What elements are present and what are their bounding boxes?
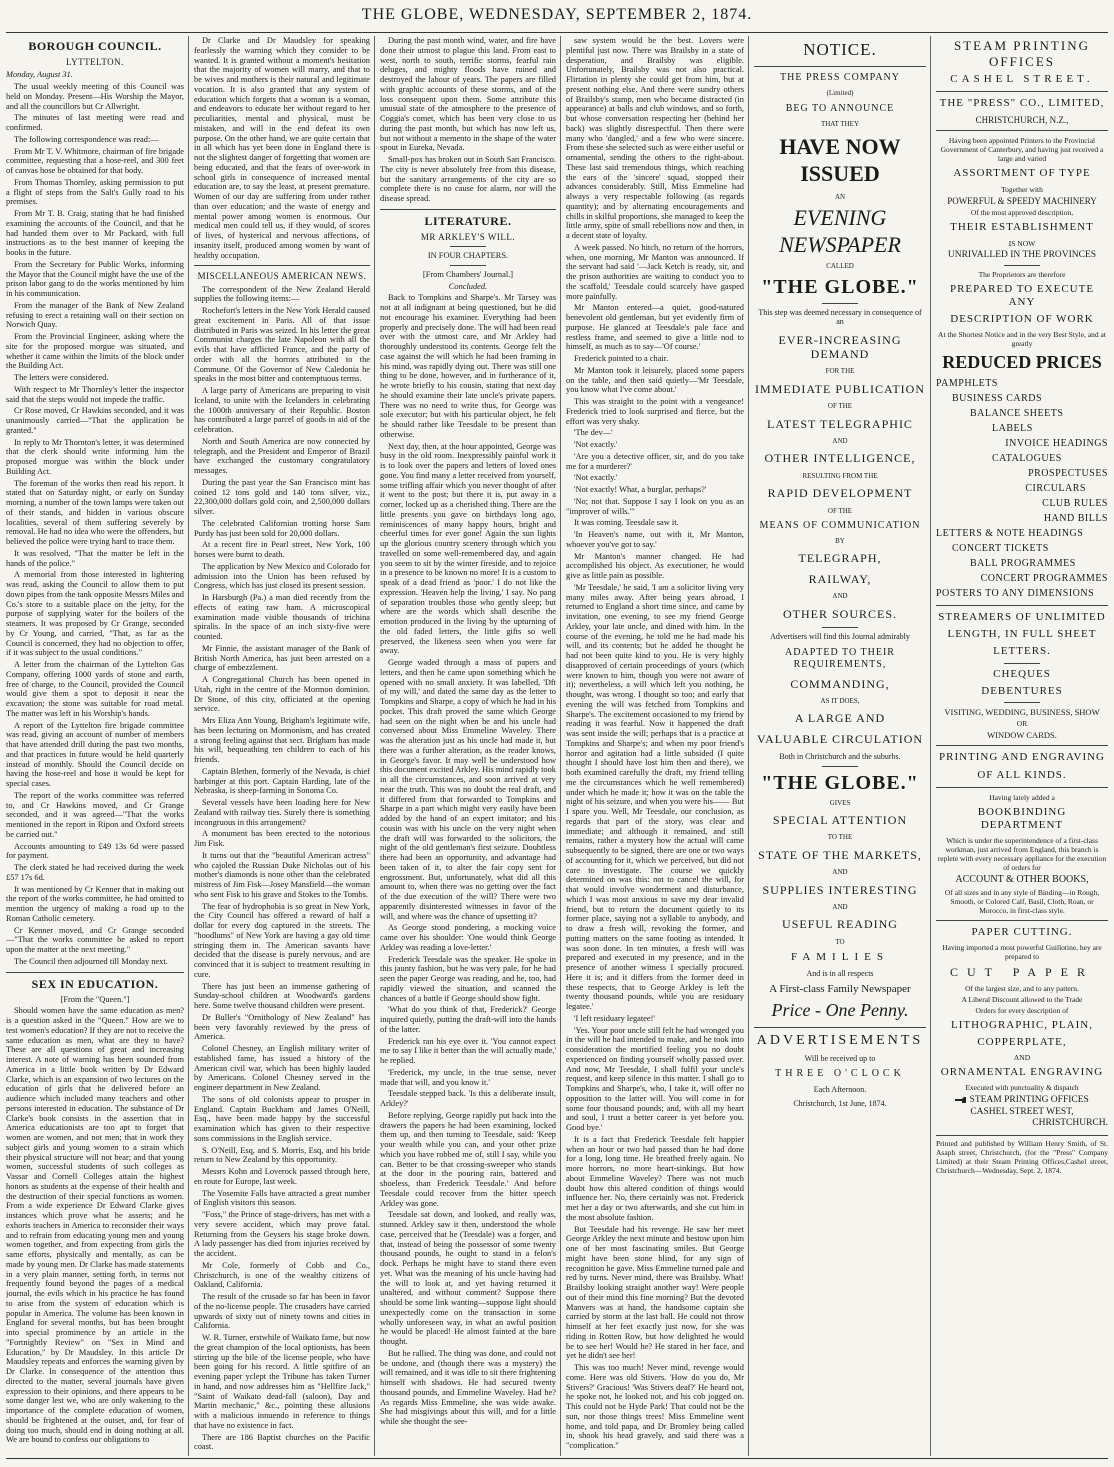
print-caps: COPPERPLATE, bbox=[977, 1035, 1067, 1048]
notice-caps: OTHER INTELLIGENCE, bbox=[764, 451, 916, 466]
service-item: CLUB RULES bbox=[1042, 498, 1108, 510]
service-item: BALANCE SHEETS bbox=[970, 408, 1064, 420]
print-caps: POWERFUL & SPEEDY MACHINERY bbox=[947, 195, 1097, 206]
paragraph: In reply to Mr Thornton's letter, it was determined that the clerk should write informing him the proposed morgue was within the block under Building Act. bbox=[6, 437, 184, 476]
print-caps: CUT PAPER bbox=[949, 965, 1095, 980]
imprint: Printed and published by William Henry Smith, of St. Asaph street, Christchurch, (for the "Press" Company Limited) at their Steam Printing Offices,Cashel street, Christchurch—Wednesday, Sept. 2, 1874. bbox=[936, 1135, 1108, 1175]
paragraph: S. O'Neill, Esq, and S. Morris, Esq, and his bride return to New Zealand by this opportunity. bbox=[194, 1145, 370, 1165]
notice-text: Will be received up to bbox=[804, 1053, 876, 1063]
notice-text: Both in Christchurch and the suburbs. bbox=[779, 752, 901, 762]
print-text: CHRISTCHURCH, N.Z., bbox=[975, 114, 1069, 125]
paragraph: Several vessels have been loading here for New Zealand with railway ties. Surely there is something incongruous in this arrangement? bbox=[194, 798, 370, 827]
service-item: HAND BILLS bbox=[1043, 513, 1108, 525]
print-text: Having been appointed Printers to the Provincial Government of Canterbury, and having just received a large and varied bbox=[940, 136, 1104, 164]
print-caps: STREAMERS OF UNLIMITED bbox=[938, 611, 1106, 624]
service-item: BALL PROGRAMMES bbox=[970, 558, 1076, 570]
notice-caps: MEANS OF COMMUNICATION bbox=[759, 520, 921, 531]
short-rule bbox=[822, 303, 858, 304]
paragraph: Teesdale stepped back. 'Is this a deliberate insult, Arkley?' bbox=[380, 1089, 556, 1109]
column-borough-council bbox=[6, 36, 184, 1456]
column-rule bbox=[374, 36, 375, 1456]
paragraph: The report of the works committee was referred to, and Cr Hawkins moved, and Cr Grange seconded, and it was agreed—"That the works mentioned in the report in Ripon and Oxford streets be carried out." bbox=[6, 790, 184, 839]
paragraph: From Thomas Thornley, asking permission to put a flight of steps from the Salt's Gully road to his premises. bbox=[6, 177, 184, 207]
paragraph: It turns out that the "beautiful American actress" who cajoled the Russian Duke Nicholas out of his mother's diamonds is none other than the celebrated mistress of Jim Fisk—Josey Mansfield—the woman who sent Fisk to his grave and Stokes to the Tombs. bbox=[194, 850, 370, 899]
paragraph: A Congregational Church has been opened in Utah, right in the centre of the Mormon dominion. Dr Stone, of this city, officiated at the opening service. bbox=[194, 675, 370, 714]
short-rule bbox=[1004, 702, 1040, 703]
notice-caps: EVER-INCREASING DEMAND bbox=[778, 332, 902, 362]
notice-caps: LATEST TELEGRAPHIC bbox=[767, 416, 913, 431]
article-separator bbox=[194, 265, 370, 266]
notice-caps: SUPPLIES INTERESTING bbox=[762, 882, 918, 897]
connector-text: TO THE bbox=[827, 833, 853, 842]
paragraph: Cr Kenner moved, and Cr Grange seconded—"That the works committee be asked to report upon the matter at the next meeting." bbox=[6, 925, 184, 955]
print-caps: LITHOGRAPHIC, PLAIN, bbox=[951, 1018, 1093, 1031]
chapters-note: IN FOUR CHAPTERS. bbox=[427, 251, 509, 261]
service-item: INVOICE HEADINGS bbox=[1005, 438, 1108, 450]
paragraph: Should women have the same education as men? is a question asked in the "Queen." How are we to test women's education? If they are not to receive the same education as men, what are they to have? These are all questions of great and increasing interest. A note of warning has been sounded from America in a little book written by Dr Edward Clarke, which is an expansion of two lectures on the education of girls that he delivered before an audience which included many teachers and other persons interested in education. The substance of Dr Clarke's book consists in the assertion that in America educationists are too apt to forget that women are women, and not men; that in work they subject girls and young women to a strain which their physical structure will not bear; and that young women, successful students of such colleges as Vassar and Cornell Colleges attain the highest honors as students at the expense of their health and the destruction of their special functions as women. From a wide experience Dr Edward Clarke gives instances which prove what he asserts; and he exhorts teachers in America to reconsider their ways and to refrain from educating young men and young women together, and from expecting from girls the same efforts, physically and mentally, as can be made by young men. Dr Clarke has made statements in a very plain manner, setting forth, in terms not frequently found beyond the pages of a medical journal, the evils which in his practice he has found to arise from the system of education which is popular in America. The volume has been known in England for several months, but has been brought into special prominence by an article in the "Fortnightly Review" on "Sex in Mind and Education," by Dr Maudsley. In this article Dr Maudsley repeats and enforces the warning given by Dr Clarke. In consequence of the attention thus directed to the matter, several journals have given expression to their opinions, and there appears to be some danger lest we, who are only wakening to the importance of the complete education of women, should be frightened at the outset, and, for fear of doing too much, should end in doing nothing at all. We are bound to confess our obligations to bbox=[6, 1006, 184, 1445]
article-body bbox=[380, 36, 556, 204]
paragraph: From Mr T. V. Whitmore, chairman of fire brigade committee, requesting that a hose-reel, and 300 feet of canvas hose be obtained for that body. bbox=[6, 146, 184, 176]
connector-text: BY bbox=[835, 537, 845, 545]
bottom-rule bbox=[6, 1458, 1108, 1459]
paragraph: George waded through a mass of papers and letters, and then he came upon something which he opened with no small anxiety. It was labelled, 'Dft of my will,' and dated the same day as the letter to Tompkins and Sharpe, a copy of which he had in his pocket. This draft proved the same which George had seen on the night when he and his uncle had conversed about Miss Emmeline Waveley. There was the alteration just as his uncle had made it, but there was a further alteration, as the reader knows, in George's favor. It may well be understood how this document excited Arkley. His mind rapidly took in all the circumstances, and soon arrived at very near the truth. This was no doubt the real draft, and it differed from that forwarded to Tompkins and Sharpe in a part which might very easily have been added by the hand of an expert imitator; and his cousin was with his uncle on the very night when the draft will was forwarded to the solicitors, the night of the old gentleman's first seizure. Doubtless there had been an opportunity, and advantage had been taken of it, to alter the fair copy sent for engrossment. But, unfortunately, what did all this amount to, when there was no getting over the fact of the due execution of the will? There were two apparently disinterested witnesses in favor of the will, and where was the chance of upsetting it? bbox=[380, 658, 556, 921]
paragraph: 'Not exactly.' bbox=[574, 440, 618, 449]
paragraph: A report of the Lyttelton fire brigade committee was read, giving an account of number of members that have attended drill during the past two months, and that practices in future would be held quarterly instead of monthly. Should the Council decide on having the hose-reel and hose it would be kept for special cases. bbox=[6, 720, 184, 789]
short-rule bbox=[450, 246, 486, 247]
paragraph: Teesdale sat down, and looked, and really was, stunned. Arkley saw it then, understood the whole case, perceived that he (Teesdale) was a forger, and that, instead of being the possessor of some twenty thousand pounds, he ought to stand in a felon's dock. Perhaps he might have to stand there even yet. What was the meaning of his uncle having had the will to look at, and yet having returned it unaltered, and without comment? Suppose there should be some link wanting—suppose light should unexpectedly come on the transaction in some wholly unforeseen way, in what an awful position he would be placed! He almost fainted at the bare thought. bbox=[380, 1210, 556, 1347]
paragraph: W. R. Turner, erstwhile of Waikato fame, but now the great champion of the local optionists, has been stirring up the bile of the license people, who have been going for his record. A little spitfire of an evening paper yclept the Tribune has taken Turner in hand, and now addresses him as "Hellfire Jack," "Saint of Waikato dead-fall (saloon), Day and Martin mechanic," &c., pointing these allusions with a malicious innuendo in reference to things that have no existence in fact. bbox=[194, 1333, 370, 1430]
paragraph: 'What do you think of that, Frederick?' George inquired quietly, putting the draft-will into the hands of the latter. bbox=[380, 1005, 556, 1034]
paragraph: Mr Finnie, the assistant manager of the Bank of British North America, has just been arrested on a charge of embezzlement. bbox=[194, 643, 370, 673]
print-text: Of the most approved description, bbox=[970, 208, 1074, 218]
notice-caps: RAILWAY, bbox=[808, 571, 872, 586]
paragraph: A week passed. No hitch, no return of the horrors, when, one morning, Mr Manton was announced. If the servant had said '—Jack Ketch is ready, sir, and the prison authorities are waiting to conduct you to the scaffold,' Teesdale could scarcely have gasped more painfully. bbox=[566, 242, 744, 301]
paragraph: The following correspondence was read:— bbox=[14, 134, 159, 144]
print-caps: THEIR ESTABLISHMENT bbox=[950, 221, 1094, 234]
paragraph: But Teesdale had his revenge. He saw her meet George Arkley the next minute and bestow upon him one of her most fascinating smiles. But George might have been stone blind, for any sign of recognition he gave. Miss Emmeline turned pale and red by turns. Never mind, there was Brailsby. What! Brailsby looking straight another way! Were people out of their mind this fine morning? But the devoted Manvers was at hand, the handsome captain she carried by storm at the last ball. He could not throw himself at her feet exactly just now, for she was riding in Rotten Row, but how delighted he would be to see her! Would he? He stared in her face, and yet he didn't see her! bbox=[566, 1224, 744, 1361]
connector-text: AN bbox=[834, 192, 846, 201]
paragraph: From the manager of the Bank of New Zealand refusing to erect a retaining wall on their section on Norwich Quay. bbox=[6, 300, 184, 330]
connector-text: THAT THEY bbox=[820, 119, 860, 128]
paragraph: 'Mr Teesdale,' he said, 'I am a solicitor living very many miles away. After being years abroad, I returned to England a short time since, and came by invitation, one evening, to see my friend George Arkley, your late uncle, and dined with him. In the course of the evening, he told me he had made his will, and its contents; but he added he thought he had not been quite kind to you. He is very highly disapproved of certain proceedings of yours (which were known to him, though you were not aware of it); nevertheless, a will which left you nothing, he thought, was wrong. I thought so too; and early that evening the will was fetched from Tompkins and Sharpe's. The excitement occasioned to my friend by reading it was fearful. Now it happened the draft was sent inside the will; perhaps that is a practice at Tompkins and Sharpe's; and when my poor friend's horror and agitation had a little subsided (I quite thought I should have lost him then and there), we both examined carefully the draft, my friend telling me the circumstances which he well remembered) under which he made it; how it was on the table the night of his seizure, and when you were his—— But I spare you. Well, Mr Teesdale, our conclusion, as regards that part of the story, was clear and immediate; and although it remained, and still remains, rather a mystery how the actual will came subsequently to be signed, there are one or two ways of accounting for it, which we perceived, but did not care to investigate. The course we quickly determined on was this: not to cancel the will, for that would involve wonderment and disturbance, which I was most anxious to save my dear invalid friend, but to return the document quietly to its former place, saying not a syllable to anybody, and to draw a fresh will, revoking the former, and putting matters on the same footing as intended. It was soon done. In ten minutes, a fresh will was prepared and executed in my presence, and in the presence of another witness I specially procured. Here it is; and it differs from the former deed in these respects, that to George Arkley is left the twenty thousand pounds, while you are residuary legatee.' bbox=[566, 582, 744, 1011]
paragraph: There has just been an immense gathering of Sunday-school children at Woodward's gardens here. Some twelve thousand children were present. bbox=[194, 981, 370, 1011]
notice-caps: COMMANDING, bbox=[790, 676, 890, 691]
paragraph: Frederick pointed to a chair. bbox=[574, 354, 669, 363]
column-literature bbox=[380, 36, 556, 1456]
paragraph: 'Yes. Your poor uncle still felt he had wronged you in the will he had intended to make, and he took into consideration the mortified feeling you no doubt experienced on finding yourself wholly passed over. And now, Mr Teesdale, I shall fulfil your uncle's request, and keep silence in this matter. I shall go to Tompkins and Sharpe's, who, I take it, will offer no opposition to the latter will. You will come in for some four thousand pounds; and, with all my heart and soul, I trust a better career is yet before you. Good bye.' bbox=[566, 1025, 744, 1132]
paragraph: Before replying, George rapidly put back into the drawers the papers he had been examining, locked them up, and then turning to Teesdale, said: 'Keep your wealth while you can, and your other prize which you have robbed me of, still I say, while you can. Better to be that crossing-sweeper who stands at the door in the pouring rain, battered and shoeless, than Frederick Teesdale.' And before Teesdale could recover from the bitter speech Arkley was gone. bbox=[380, 1110, 556, 1208]
column-story-continued bbox=[566, 36, 744, 1456]
printing-heading: STEAM PRINTING OFFICES bbox=[954, 38, 1090, 69]
notice-caps: SPECIAL ATTENTION bbox=[772, 813, 908, 828]
notice-text: Each Afternoon. bbox=[813, 1085, 867, 1095]
print-caps: PAPER CUTTING. bbox=[971, 926, 1073, 939]
connector-text: OF THE bbox=[827, 402, 853, 411]
article-title: BOROUGH COUNCIL. bbox=[28, 39, 162, 53]
notice-caps: RAPID DEVELOPMENT bbox=[767, 486, 913, 501]
paragraph: The usual weekly meeting of this Council was held on Monday. Present—His Worship the Mayor, and all the councillors but Cr Allwright. bbox=[6, 82, 184, 111]
paragraph: The sons of old colonists appear to prosper in England. Captain Buckham and James O'Neill, Esq., have been made happy by the successful examination which has given to their respective sons commissions in the English service. bbox=[194, 1094, 370, 1143]
paragraph: From the Secretary for Public Works, informing the Mayor that the Council might have the use of the prison labor gang to do the works mentioned by him in his communication. bbox=[6, 259, 184, 299]
evening-headline: EVENING NEWSPAPER bbox=[779, 205, 901, 257]
paragraph: In Harsburgh (Pa.) a man died recently from the effects of eating raw ham. A microscopical examination made visible thousands of trichina spiralis. In the space of an inch sixty-five were counted. bbox=[194, 593, 370, 642]
article-body bbox=[194, 36, 370, 260]
paragraph: Accounts amounting to £49 13s 6d were passed for payment. bbox=[6, 841, 184, 861]
paragraph: The Yosemite Falls have attracted a great number of English visitors this season. bbox=[194, 1188, 370, 1208]
print-caps: LENGTH, IN FULL SHEET bbox=[947, 628, 1097, 641]
paragraph: But he rallied. The thing was done, and could not be undone, and (though there was a mystery) the will remained, and it was idle to sit there frightening himself with shadows. He had secured twenty thousand pounds, and Emmeline Waveley. Had he? As regards Miss Emmeline, she was wide awake. She had misgivings about this will, and for a little while she thought the see- bbox=[380, 1348, 556, 1427]
print-caps: DEBENTURES bbox=[981, 684, 1063, 697]
paragraph: 'In Heaven's name, out with it, Mr Manton, whoever you've got to say.' bbox=[566, 530, 744, 549]
print-text: Orders for every description of bbox=[975, 1005, 1069, 1015]
article-source: [From the "Queen."] bbox=[60, 994, 130, 1004]
printing-offices-advertisement bbox=[936, 36, 1108, 1456]
paragraph: A large party of Americans are preparing to visit Iceland, to unite with the Icelanders in celebrating the 1000th anniversary of their Republic. Boston has contributed a large parcel of goods in aid of the celebration. bbox=[194, 386, 370, 435]
article-body bbox=[6, 82, 184, 967]
notice-text: Advertisers will find this Journal admirably bbox=[770, 631, 910, 641]
short-rule bbox=[1004, 265, 1040, 266]
paragraph: As George stood pondering, a mocking voice came over his shoulder: 'One would think George Arkley was reading a love-letter.' bbox=[380, 923, 556, 952]
print-caps: PRINTING AND ENGRAVING bbox=[938, 751, 1106, 764]
steam-offices-line bbox=[936, 1095, 1108, 1106]
print-caps: DESCRIPTION OF WORK bbox=[950, 313, 1094, 326]
print-text: AND bbox=[1013, 1053, 1031, 1063]
service-item: CATALOGUES bbox=[992, 453, 1062, 465]
notice-caps: TELEGRAPH, bbox=[798, 551, 882, 566]
paragraph: The celebrated Californian trotting horse Sam Purdy has just been sold for 20,000 dollars. bbox=[194, 518, 370, 538]
company-limited: (Limited) bbox=[826, 89, 854, 98]
masthead-rule bbox=[6, 32, 1108, 33]
pointing-hand-icon bbox=[955, 1096, 967, 1104]
paragraph: 'Are you a detective officer, sir, and do you take me for a murderer?' bbox=[566, 451, 744, 471]
print-rule bbox=[936, 787, 1108, 788]
column-rule bbox=[930, 36, 931, 1456]
paragraph: The correspondent of the New Zealand Herald supplies the following items:— bbox=[194, 284, 370, 304]
paragraph: saw system would be the best. Lovers were plentiful just now. There was Brailsby in a state of desperation, and Brailsby was eligible. Unfortunately, Brailsby was not also practical. Flirtation in plenty she could get from him, but at present nothing else. And there were sundry others of Brailsby's stamp, men who became distracted (in appearance) at balls and club windows, and so forth, but whose conversation respecting her (behind her back) was slightly disrespectful. Then there were many who 'dangled,' and a few who were sincere. From these she selected such as were either useful or ornamental, sending the others to the right-about. These last said tremendous things, which reaching the ears of the 'sincere' squad, stopped their advances considerably. Still, Miss Emmeline had always a very respectable following (as regards quantity); and by alternating encouragements and chills in skilful proportions, she managed to keep the little army, spite of small rebellions now and then, in a decent state of loyalty. bbox=[566, 36, 744, 240]
notice-date: Christchurch, 1st June, 1874. bbox=[793, 1098, 887, 1108]
paragraph: From Mr T. B. Craig, stating that he had finished examining the accounts of the Council, and that he had handed them over to Mr Packard, with full instructions as to the best manner of keeping the books in the future. bbox=[6, 209, 184, 258]
print-text: Of the largest size, and to any pattern. bbox=[965, 983, 1079, 993]
print-caps: PREPARED TO EXECUTE ANY bbox=[949, 282, 1095, 309]
print-caps: WINDOW CARDS. bbox=[987, 730, 1057, 741]
paragraph: Next day, then, at the hour appointed, George was busy in the old room. Inexpressibly painful work it is to look over the papers and letters of loved ones gone. You find many a letter received from yourself, some trifling affair which you never thought of after it went to the post; but there it is, put away in a corner, locked up as a cherished thing. There are the little presents you gave on birthdays long ago, reminiscences of many happy hours, bright and cheerful times for ever gone! Again the sun lights up the glorious country scenery through which you travelled on some well-remembered day, and again you seem to sit by the winter fireside, and to rejoice in a presence to be known no more! It is a custom to speak of a dead friend as 'poor.' I do not like the expression. 'Heaven help the living,' I say. No pang of separation troubles those who gently sleep; but where are the words which shall describe the emotion produced in the living by the upturning of the old faded letters, the little gifts so well preserved, the likeness seen when you were far away. bbox=[380, 441, 556, 656]
notice-caps: STATE OF THE MARKETS, bbox=[758, 847, 922, 862]
print-rule bbox=[936, 605, 1108, 606]
connector-text: RESULTING FROM THE bbox=[802, 471, 878, 480]
paragraph: During the past year the San Francisco mint has coined 12 tons gold and 140 tons silver, viz., 22,300,000 dollars gold coin, and 2,500,000 dollars silver. bbox=[194, 477, 370, 517]
column-rule bbox=[560, 36, 561, 1456]
paragraph: "Foss," the Prince of stage-drivers, has met with a very severe accident, which may prove fatal. Returning from the Geysers his stage broke down. A lady passenger has died from injuries received by the accident. bbox=[194, 1210, 370, 1259]
concluded-note: Concluded. bbox=[448, 281, 488, 291]
article-title: SEX IN EDUCATION. bbox=[31, 976, 159, 991]
paragraph: A memorial from those interested in lightering was read, asking the Council to allow them to put down pipes from the tank opposite Messrs Miles and Co.'s store to a suitable place on the jetty, for the purpose of supplying water for the boilers of the steamers. It was proposed by Cr Grange, seconded by Cr Young, and carried, "That, as far as the Council is concerned, they had no objection to offer, if it was subject to the usual conditions." bbox=[6, 570, 184, 658]
notice-caps: FAMILIES bbox=[791, 951, 889, 964]
notice-caps: VALUABLE CIRCULATION bbox=[756, 731, 924, 746]
reduced-prices: REDUCED PRICES bbox=[942, 352, 1102, 373]
notice-caps: THREE O'CLOCK bbox=[775, 1068, 905, 1080]
column-rule bbox=[748, 36, 749, 1456]
article-body bbox=[566, 36, 744, 1451]
masthead: THE GLOBE, WEDNESDAY, SEPTEMBER 2, 1874. bbox=[361, 6, 753, 23]
connector-text: GIVES bbox=[829, 798, 851, 807]
adverts-heading: ADVERTISEMENTS bbox=[756, 1032, 924, 1048]
notice-caps: OTHER SOURCES. bbox=[782, 606, 897, 621]
notice-text: This step was deemed necessary in consequence of an bbox=[758, 307, 922, 327]
article-body bbox=[6, 1006, 184, 1445]
notice-caps: ADAPTED TO THEIR REQUIREMENTS, bbox=[785, 646, 895, 670]
print-text: Executed with punctuality & dispatch bbox=[965, 1083, 1079, 1093]
notice-caps: IMMEDIATE PUBLICATION bbox=[755, 381, 925, 396]
paragraph: Small-pox has broken out in South San Francisco. The city is never absolutely free from this disease, but the sanitary arrangements of the city are so complete there is no cause for alarm, nor will the disease spread. bbox=[380, 155, 556, 203]
paragraph: A monument has been erected to the notorious Jim Fisk. bbox=[194, 829, 370, 849]
notice-advertisement bbox=[754, 36, 926, 1456]
print-text: Of all sizes and in any style of Binding—in Rough, Smooth, or Colored Calf, Basil, Cloth, Roan, or Morocco, in first-class style. bbox=[944, 888, 1100, 916]
article-body bbox=[194, 285, 370, 1453]
paragraph: 'Not exactly! What, a burglar, perhaps?' bbox=[574, 485, 707, 494]
service-item: CONCERT PROGRAMMES bbox=[980, 573, 1108, 585]
paragraph: The Council then adjourned till Monday next. bbox=[14, 956, 168, 966]
service-item: CONCERT TICKETS bbox=[952, 543, 1049, 555]
paragraph: 'I left residuary legatee!' bbox=[574, 1013, 655, 1023]
paragraph: Mr Manton's manner changed. He had accomplished his object. As executioner, he would give as little pain as possible. bbox=[566, 551, 744, 580]
service-item: POSTERS TO ANY DIMENSIONS bbox=[936, 588, 1095, 600]
print-text: IS NOW bbox=[1008, 238, 1036, 248]
notice-rule bbox=[754, 1027, 926, 1028]
service-item: PAMPHLETS bbox=[936, 378, 998, 390]
paragraph: Captain Blethen, formerly of the Nevada, is chief harbinger at this port. Captain Harding, late of the Nebraska, is sheep-farming in Sonoma Co. bbox=[194, 766, 370, 796]
paragraph: Back to Tompkins and Sharpe's. Mr Tarsey was not at all indignant at being questioned, but he did not encourage his examiner. Everything had been properly and precisely done. The will had been read over with the utmost care, and Mr Arkley had thoroughly understood its contents. George felt the case against the will which he had been framing in his mind, was rapidly dying out. There was still one thing to be done, however, and in furtherance of it, he wrote briefly to his cousin, stating that next day he should examine their late uncle's private papers. There was no need to write thus, for George was sole executor; but with his particular object, he felt he should rather like Teesdale to be present than otherwise. bbox=[380, 293, 556, 439]
article-title: MISCELLANEOUS AMERICAN NEWS. bbox=[197, 271, 367, 282]
paragraph: The foreman of the works then read his report. It stated that on Saturday night, or early on Sunday morning, a number of the town lamps were taken out of their stands, and hidden in various obscure localities, several of them suffering severely by removal. He had no idea who were the offenders, but believed the police were trying hard to trace them. bbox=[6, 478, 184, 547]
article-place: LYTTELTON. bbox=[66, 56, 124, 67]
globe-name: "THE GLOBE." bbox=[761, 275, 919, 298]
paragraph: 'Frederick, my uncle, in the true sense, never made that will, and you know it.' bbox=[380, 1067, 556, 1087]
print-text: Together with bbox=[1001, 184, 1043, 194]
article-body bbox=[380, 293, 556, 1427]
paragraph: This was straight to the point with a vengeance! Frederick tried to look surprised and fierce, but the effort was very shaky. bbox=[566, 397, 744, 426]
paragraph: Dr Clarke and Dr Maudsley for speaking fearlessly the warning which they consider to be wanted. It is granted without a moment's hesitation that the majority of women will marry, and that to be wives and mothers is their natural and legitimate vocation. It is also granted that any system of education which forgets that a woman is a woman, and endeavors to educate her without regard to her peculiarities, mental and physical, must be mistaken, and will in the end defeat its own purpose. On the other hand, we are quite certain that in all which has yet been done in England there is not the slightest danger of forgetting that women are being educated, and that the fears of over-work in school girls in consequence of increased mental education are, to say the least, at present premature. Women of our day are suffering from under rather than over education; and the waste of energy and mental power among women is enormous. Our medical men could tell us, if they would, of scores of lives, of hysterical and nervous affections, of insanity itself, produced among women by want of healthy occupation. bbox=[194, 36, 370, 260]
print-text: Having lately added a bbox=[989, 792, 1055, 802]
article-separator bbox=[380, 209, 556, 210]
paragraph: Colonel Chesney, an English military writer of established fame, has issued a history of the American civil war, which has been highly lauded by Americans. Colonel Chesney served in the engineer department in New Zealand. bbox=[194, 1044, 370, 1093]
print-rule bbox=[936, 920, 1108, 921]
paragraph: It was resolved, "That the matter be left in the hands of the police." bbox=[6, 548, 184, 568]
print-caps: UNRIVALLED IN THE PROVINCES bbox=[947, 249, 1097, 260]
notice-rule bbox=[754, 66, 926, 67]
short-rule bbox=[822, 766, 858, 767]
paragraph: It is a fact that Frederick Teesdale felt happier when an hour or two had passed than he had done for a long, long time. He breathed freely again. No more horrors, no more heart-sinkings. But how about Emmeline Waveley? There was not much doubt how this altered condition of things would influence her. No, there certainly was not. Frederick met her a day or two afterwards, and she cut him in the most absolute fashion. bbox=[566, 1134, 744, 1222]
family-newspaper: A First-class Family Newspaper bbox=[769, 983, 911, 995]
connector-text: AND bbox=[832, 903, 848, 912]
paragraph: The fear of hydrophobia is so great in New York, the City Council has offered a reward of half a dollar for every dog captured in the streets. The "hoodlums" of New York are having a gay old time stringing them in. The American savants have decided that the disease is purely nervous, and are convinced that it is subject to treatment resulting in cure. bbox=[194, 901, 370, 979]
paragraph: Messrs Kohn and Loverock passed through here, en route for Europe, last week. bbox=[194, 1167, 370, 1186]
issued-headline: HAVE NOW ISSUED bbox=[779, 134, 901, 186]
announce-line: BEG TO ANNOUNCE bbox=[785, 102, 895, 114]
paragraph: There are 186 Baptist churches on the Pacific coast. bbox=[194, 1432, 370, 1452]
paragraph: During the past month wind, water, and fire have done their utmost to plague this land. From east to west, north to south, terrific storms, fearful rain deluges, and mighty floods have ruined and destroyed the labour of years. The papers are filled with graphic accounts of these storms, and of the loss consequent upon them. Some attribute this unusual state of the atmosphere to the presence of Coggia's comet, which has been very close to us during the past month, but which has now left us, but not without a memento in the shape of the water spout in Eureka, Nevada. bbox=[380, 36, 556, 153]
connector-text: FOR THE bbox=[825, 367, 855, 376]
story-title: MR ARKLEY'S WILL. bbox=[420, 231, 516, 242]
paragraph: The minutes of last meeting were read and confirmed. bbox=[6, 113, 184, 133]
notice-caps: USEFUL READING bbox=[782, 917, 898, 932]
service-item: BUSINESS CARDS bbox=[952, 393, 1043, 405]
notice-title: NOTICE. bbox=[803, 40, 877, 59]
article-source: [From Chambers' Journal.] bbox=[422, 269, 514, 279]
print-caps: CHRISTCHURCH. bbox=[1032, 1118, 1108, 1129]
print-caps: CHEQUES bbox=[993, 667, 1051, 680]
paragraph: From the Provincial Engineer, asking where the site for the proposed morgue was situated, and whether it came within the limits of the block under the Building Act. bbox=[6, 332, 184, 371]
paragraph: Frederick Teesdale was the speaker. He spoke in this jaunty fashion, but he was very pale, for he had seen the paper George was reading, and he, too, had rapidly viewed the situation, and scanned the chances of a battle if George should show fight. bbox=[380, 954, 556, 1003]
paragraph: Cr Rose moved, Cr Hawkins seconded, and it was unanimously carried—"That the application be granted." bbox=[6, 406, 184, 435]
print-text: Which is under the superintendence of a first-class workman, just arrived from England, this branch is replete with every necessary appliance for the execution of orders for bbox=[937, 836, 1107, 873]
print-text: The Proprietors are therefore bbox=[978, 269, 1066, 279]
paragraph: North and South America are now connected by telegraph, and the President and Emperor of Brazil have exchanged the customary congratulatory messages. bbox=[194, 436, 370, 476]
globe-name: "THE GLOBE." bbox=[761, 771, 919, 794]
paragraph: It was coming. Teesdale saw it. bbox=[574, 518, 679, 528]
dateline: Monday, August 31. bbox=[6, 70, 73, 80]
service-item: LABELS bbox=[992, 423, 1033, 435]
print-caps: OF ALL KINDS. bbox=[977, 768, 1067, 781]
paragraph: 'Not exactly.' bbox=[574, 473, 618, 483]
print-caps: CASHEL STREET WEST, bbox=[970, 1106, 1074, 1117]
service-item: LETTERS & NOTE HEADINGS bbox=[936, 528, 1084, 540]
notice-text: And is in all respects bbox=[806, 969, 874, 979]
connector-text: CALLED bbox=[826, 262, 854, 271]
paragraph: It was mentioned by Cr Kenner that in making out the report of the works committee, he had omitted to mention the urgency of making a road up to the Roman Catholic cemetery. bbox=[6, 884, 184, 923]
paragraph: 'The dev—' bbox=[574, 428, 613, 438]
print-caps: ORNAMENTAL ENGRAVING bbox=[940, 1066, 1104, 1079]
paragraph: At a recent fire in Pearl street, New York, 100 horses were burnt to death. bbox=[194, 540, 370, 560]
column-rule bbox=[188, 36, 189, 1456]
paragraph: With respect to Mr Thornley's letter the inspector said that the steps would not impede the traffic. bbox=[6, 384, 184, 404]
price-line: Price - One Penny. bbox=[771, 1000, 909, 1021]
paragraph: The letters were considered. bbox=[14, 373, 109, 383]
print-caps: BOOKBINDING DEPARTMENT bbox=[977, 805, 1067, 831]
print-caps: STEAM PRINTING OFFICES bbox=[969, 1095, 1089, 1106]
print-text: OR bbox=[1016, 719, 1028, 729]
paragraph: Mr Manton entered—a quiet, good-natured benevolent old gentleman, but yet evidently firm of purpose. He glanced at Teesdale's pale face and restless frame, and seemed to give a little nod to himself, as much as to say—'Of course.' bbox=[566, 303, 744, 352]
service-item: PROSPECTUSES bbox=[1028, 468, 1108, 480]
company-name: THE PRESS COMPANY bbox=[780, 72, 900, 84]
print-text: At the Shortest Notice and in the very Best Style, and at greatly bbox=[938, 330, 1106, 349]
paragraph: This was too much! Never mind, revenge would come. Here was old Stivers. 'How do you do, Mr Stivers?' Gracious! 'Was Stivers deaf?' He heard not, he spoke not, he looked not, and his cob jogged on. This could not be Hyde Park! That could not be the sun, nor those things trees! Miss Emmeline went home, and told papa, and Dr Bromley being called in, shook his head gravely, and said there was a "complication." bbox=[566, 1363, 744, 1450]
print-caps: LETTERS. bbox=[993, 645, 1051, 658]
paragraph: The application by New Mexico and Colorado for admission into the Union has been refused by Congress, which has just closed its present session. bbox=[194, 561, 370, 591]
paragraph: Rochefort's letters in the New York Herald caused great excitement in Paris. All of that issue distributed in Paris was seized. In his letter the great Communist charges the late Napoleon with all the evils that have afflicted France, and the party of order with all the horrors attributed to the Commune. Of the Governor of New Caledonia he speaks in the most bitter and contemptuous terms. bbox=[194, 306, 370, 384]
paragraph: Mr Cole, formerly of Cobb and Co., Christchurch, is one of the wealthy citizens of Oakland, California. bbox=[194, 1260, 370, 1290]
print-caps: THE "PRESS" CO., LIMITED, bbox=[939, 97, 1105, 110]
print-caps: VISITING, WEDDING, BUSINESS, SHOW bbox=[944, 707, 1100, 718]
paragraph: 'No; not that. Suppose I say I look on you as an "improver of wills."' bbox=[566, 496, 744, 516]
print-text: Having imported a most powerful Guillotine, hey are prepared to bbox=[942, 943, 1102, 962]
connector-text: AND bbox=[832, 592, 848, 601]
connector-text: TO bbox=[835, 937, 845, 946]
paragraph: A letter from the chairman of the Lyttelton Gas Company, offering 1000 yards of stone and earth, free of charge, to the Council, provided the Council would give them a spot to deposit it near the excavation; the stone was suitable for road metal. The matter was left in his Worship's hands. bbox=[6, 660, 184, 718]
paragraph: The result of the crusade so far has been in favor of the no-license people. The crusaders have carried upwards of sixty out of ninety towns and cities in California. bbox=[194, 1292, 370, 1331]
notice-caps: A LARGE AND bbox=[794, 711, 886, 726]
paragraph: Dr Buller's "Ornithology of New Zealand" has been very favorably reviewed by the press of America. bbox=[194, 1012, 370, 1042]
article-separator bbox=[6, 972, 184, 973]
connector-text: AS IT DOES, bbox=[820, 696, 860, 705]
print-rule bbox=[936, 91, 1108, 92]
print-caps: ACCOUNT & OTHER BOOKS, bbox=[955, 874, 1089, 886]
connector-text: OF THE bbox=[827, 506, 853, 515]
service-item: CIRCULARS bbox=[1025, 483, 1086, 495]
paragraph: Mrs Eliza Ann Young, Brigham's legitimate wife, has been lecturing on Mormonism, and has created a strong feeling against that sect. Brigham has made his will, bequeathing ten children to each of his friends. bbox=[194, 716, 370, 765]
column-american-news bbox=[194, 36, 370, 1456]
short-rule bbox=[1004, 663, 1040, 664]
short-rule bbox=[450, 265, 486, 266]
print-rule bbox=[936, 745, 1108, 746]
print-rule bbox=[936, 130, 1108, 131]
article-title: LITERATURE. bbox=[424, 213, 512, 228]
connector-text: AND bbox=[832, 437, 848, 446]
paragraph: Mr Manton took it leisurely, placed some papers on the table, and then said quietly—'Mr Teesdale, you know what I've come about.' bbox=[566, 365, 744, 395]
short-rule bbox=[822, 627, 858, 628]
print-caps: CASHEL STREET. bbox=[950, 73, 1094, 86]
connector-text: AND bbox=[832, 868, 848, 877]
print-caps: ASSORTMENT OF TYPE bbox=[953, 167, 1091, 180]
print-text: A Liberal Discount allowed to the Trade bbox=[961, 994, 1083, 1004]
paragraph: The clerk stated he had received during the week £57 17s 6d. bbox=[6, 863, 184, 882]
paragraph: Frederick ran his eye over it. 'You cannot expect me to say I like it better than the will actually made,' he replied. bbox=[380, 1036, 556, 1066]
